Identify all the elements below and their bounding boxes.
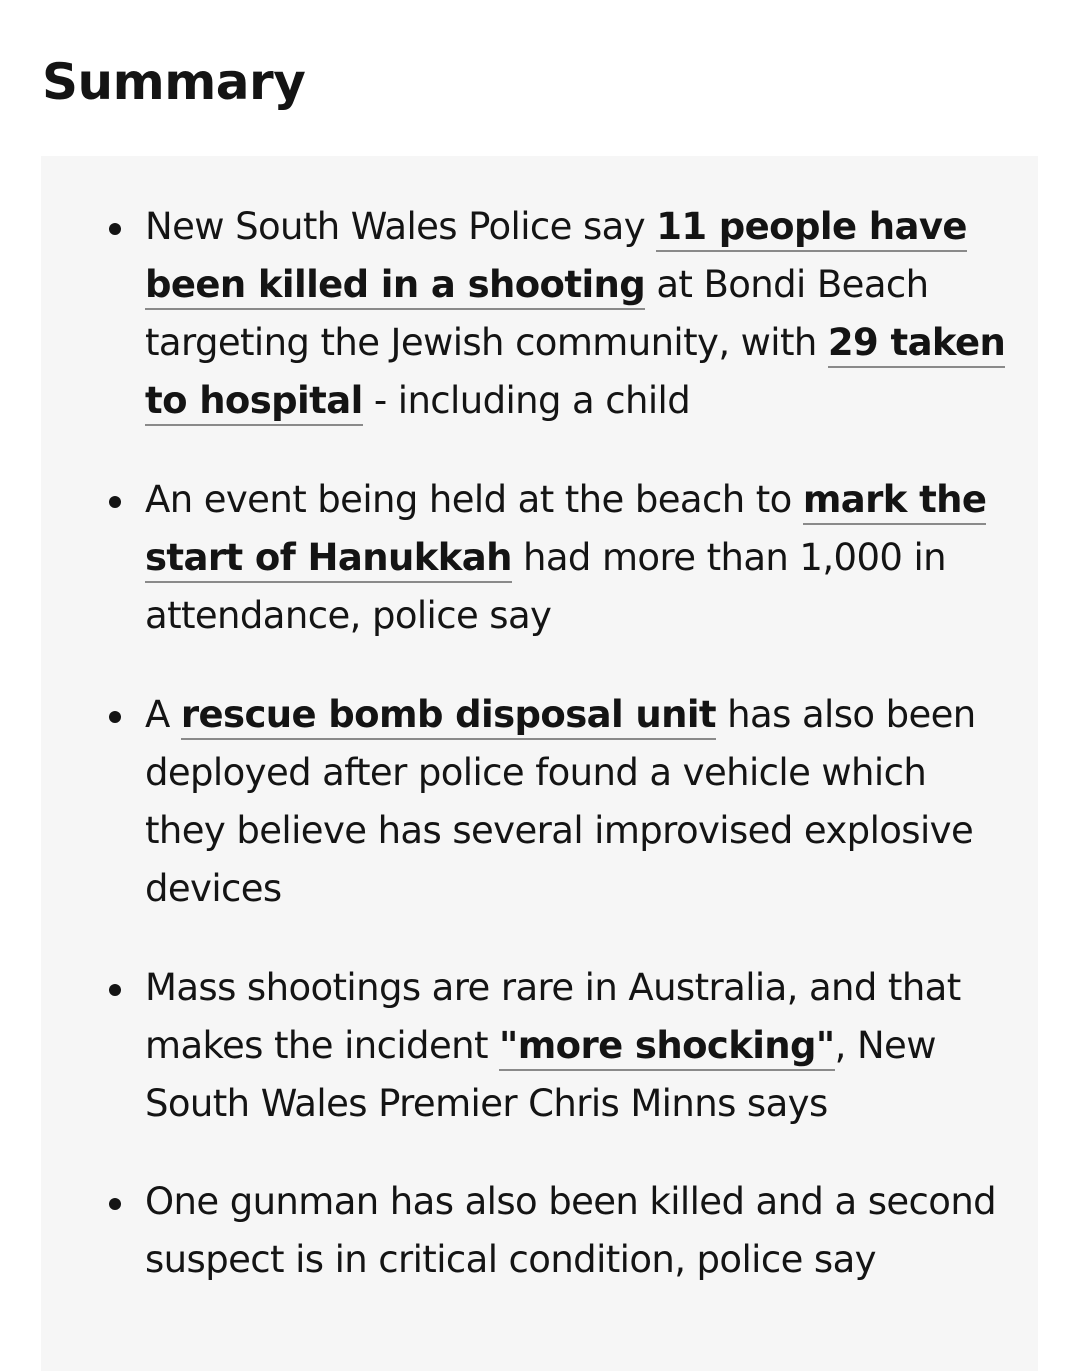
link-more-shocking[interactable]: "more shocking" <box>499 1024 835 1071</box>
item-text: A <box>145 693 181 736</box>
link-11-people-killed[interactable]: 11 people have been killed in a shooting <box>145 205 967 310</box>
item-text: had more than 1,000 in attendance, police say <box>145 536 947 637</box>
summary-item-hanukkah <box>145 471 1015 645</box>
bullet-icon <box>109 711 121 723</box>
bullet-icon <box>109 223 121 235</box>
bullet-icon <box>109 984 121 996</box>
bullet-icon <box>109 496 121 508</box>
item-text: , New South Wales Premier Chris Minns says <box>145 1024 936 1125</box>
item-text: One gunman has also been killed and a second suspect is in critical condition, police say <box>145 1180 997 1281</box>
item-text: New South Wales Police say <box>145 205 657 248</box>
bullet-icon <box>109 1198 121 1210</box>
link-hanukkah[interactable]: mark the start of Hanukkah <box>145 478 986 583</box>
link-rescue-bomb-disposal-unit[interactable]: rescue bomb disposal unit <box>181 693 716 740</box>
link-29-taken-to-hospital[interactable]: 29 taken to hospital <box>145 321 1005 426</box>
summary-item-bomb-unit <box>145 686 1015 918</box>
summary-item-mass-shootings <box>145 959 1015 1133</box>
item-text: at Bondi Beach targeting the Jewish community, with <box>145 263 929 364</box>
summary-box <box>41 156 1038 1371</box>
item-text: Mass shootings are rare in Australia, and that makes the incident <box>145 966 961 1067</box>
summary-item-killed <box>145 198 1015 430</box>
item-text: - including a child <box>362 379 691 422</box>
summary-heading: Summary <box>42 53 306 111</box>
item-text: has also been deployed after police found a vehicle which they believe has several improvised explosive devices <box>145 693 976 910</box>
item-text: An event being held at the beach to <box>145 478 803 521</box>
summary-item-gunman <box>145 1173 1015 1289</box>
